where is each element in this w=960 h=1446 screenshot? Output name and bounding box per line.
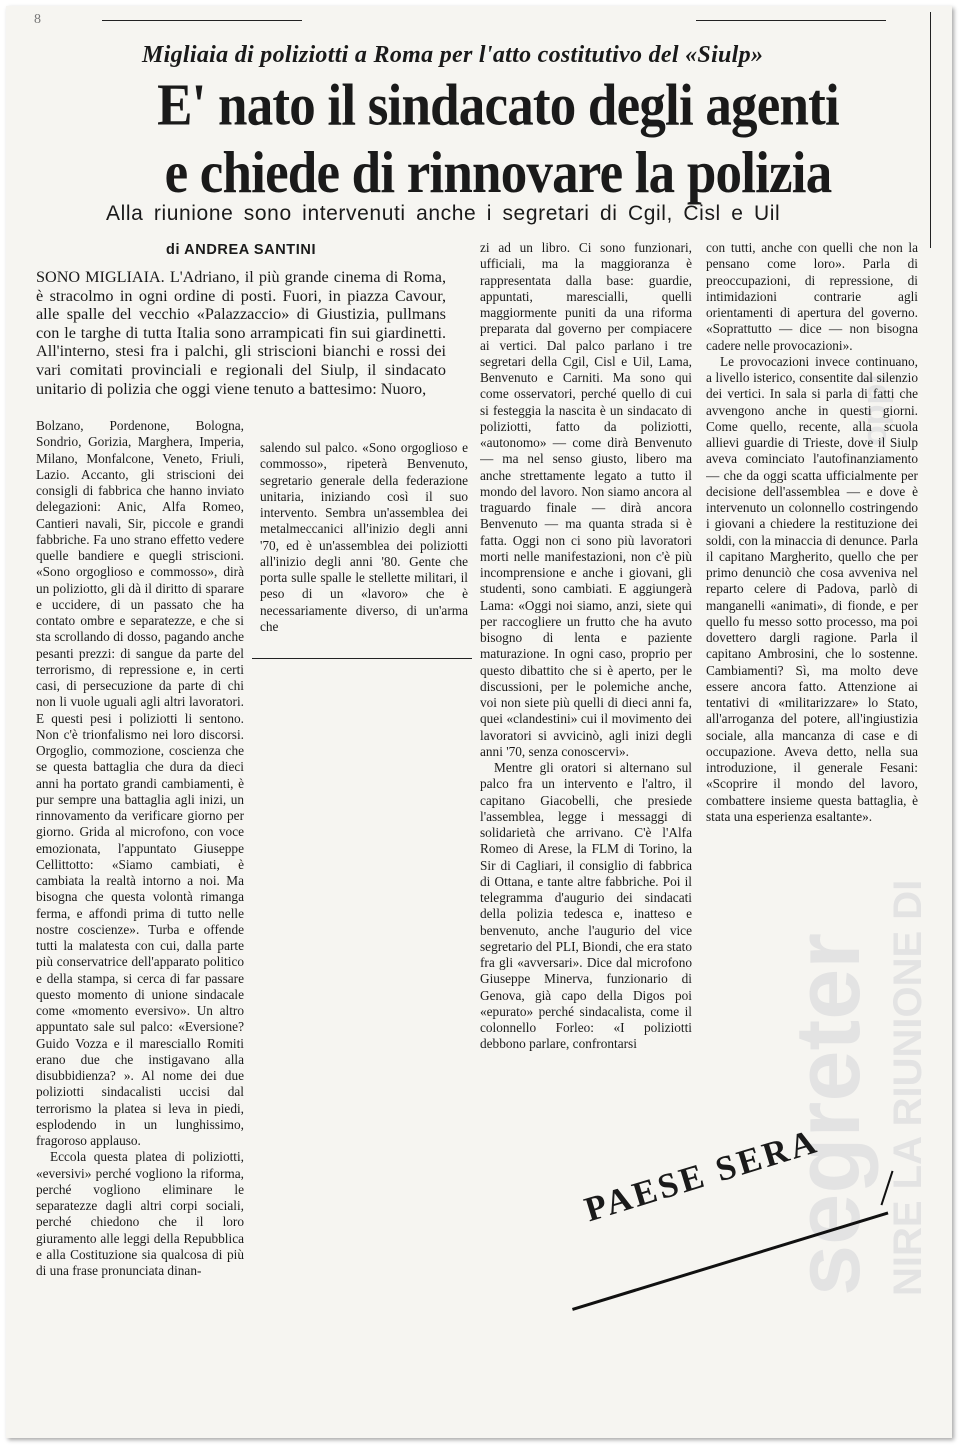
page-mark: 8 — [34, 12, 41, 27]
top-rule-left — [102, 20, 302, 21]
bleed-through-text-3: oppi — [856, 374, 894, 446]
kicker: Migliaia di poliziotti a Roma per l'atto costitutivo del «Siulp» — [142, 42, 764, 68]
column-2-end-rule — [252, 658, 472, 659]
frame-right-rule — [930, 12, 931, 248]
publication-stamp: PAESE SERA — [580, 1121, 824, 1230]
column-1-para-2: Eccola questa platea di poliziotti, «eversivi» perché vogliono la riforma, perché vogliono eliminare le separatezze dagli altri corpi sociali, perché chiedono che il loro giuramento alle leggi della Repubblica e alla Costituzione sia qualcosa di più di una frase pronunciata dinan- — [36, 1149, 244, 1278]
column-3 — [480, 240, 692, 1158]
top-rule-right — [696, 20, 886, 21]
column-1-para-1: Bolzano, Pordenone, Bologna, Sondrio, Gorizia, Marghera, Imperia, Milano, Monfalcone, Veneto, Friuli, Lazio. Accanto, gli striscioni dei consigli di fabbrica che hanno inviato delegazioni: Anic, Alfa Romeo, Cantieri navali, Sir, piccole e grandi fabbriche. Fa uno strano effetto vedere quelle bandiere e quegli striscioni. «Sono orgoglioso e commosso», dirà un poliziotto, gli dà il diritto di sparare e uccidere, di un passato che ha contato ombre e separatezze, e che si sta scrollando di dosso, pagando anche pesanti prezzi: di sangue da parte del terrorismo, di repressione e, in certi casi, di persecuzione da parte di chi non li vuole uguali agli altri lavoratori. E questi pesi i poliziotti li sentono. Non c'è trionfalismo nei loro discorsi. Orgoglio, commozione, coscienza che se questa battaglia che dura da dieci anni ha portato grandi cambiamenti, è pur sempre una battaglia agli inizi, un rinnovamento da verificare giorno per giorno. Grida al microfono, con voce emozionata, l'appuntato Giuseppe Cellittotto: «Siamo cambiati, è cambiata la realtà intorno a noi. Ma bisogna che questa volontà rimanga ferma, e affondi prima di tutto nelle nostre coscienze». Turba e offende tutti la malatesta con cui, dalla parte più conservatrice dell'apparato politico e della stampa, si cerca di far passare questo momento di unione sindacale come «momento eversivo». Un altro appuntato sale sul palco: «Eversione? Guido Vozza e il maresciallo Romiti erano due che instigavano alla disubbidienza? ». Al nome dei due poliziotti sindacalisti uccisi dal terrorismo la platea si leva in piedi, esplodendo in un lunghissimo, fragoroso applauso. — [36, 418, 244, 1148]
newspaper-clipping — [6, 6, 952, 1438]
column-4-para-2: Le provocazioni invece continuano, a livello isterico, consentite dal silenzio dei vertici. In sala si parla di fatti che avvengono anche in questi giorni. Come quello, recente, alla scuola allievi guardie di Trieste, dove il Siulp aveva cominciato l'autofinanziamento — che da oggi scatta ufficialmente per decisione dell'assemblea — e dove è intervenuto un colonnello costringendo i giovani a chiedere la restituzione dei soldi, con la minaccia di denunce. Parla il capitano Margherito, quello che per primo denunciò che cosa avveniva nel reparto celere di Padova, parlò di manganelli «animati», di fionde, e per quello fu messo sotto processo, ma poi dovettero dargli ragione. Parla il capitano Ambrosini, che lo sostenne. Cambiamenti? Sì, ma molto deve essere ancora fatto. Attenzione ai tentativi di «militarizzare» lo Stato, all'arroganza del potere, all'ingiustizia sociale, alla mancanza di case e di occupazione. Aveva detto, nella sua introduzione, il generale Fesani: «Scoprire il mondo del lavoro, combattere insieme questa battaglia, è stata una esperienza esaltante». — [706, 353, 918, 824]
lead-paragraph — [36, 268, 446, 416]
column-1 — [36, 418, 244, 1428]
bleed-through-text-2: NIRE LA RIUNIONE DI — [886, 879, 930, 1296]
bleed-through-text: segreter — [777, 932, 879, 1296]
column-4 — [706, 240, 918, 930]
column-4-para-1: con tutti, anche con quelli che non la pensano come loro». Parla di preoccupazioni, di repressione, di intimidazioni contrarie agli orientamenti di apertura del governo. «Soprattutto — dice — non bisogna cadere nelle provocazioni». — [706, 240, 918, 353]
column-2 — [260, 440, 468, 652]
column-3-para-1: zi ad un libro. Ci sono funzionari, ufficiali, ma la maggioranza è rappresentata dalla base: guardie, appuntati, marescialli, quelli maggiormente puniti da una riforma preparata dal governo per compiacere ai vertici. Dal palco parlano i tre segretari della Cgil, Cisl e Uil, Lama, Benvenuto e Carniti. Ma sono qui come osservatori, perché quello di cui si festeggia la nascita è un sindacato di poliziotti, fatto da poliziotti, «autonomo» — come dirà Benvenuto — ma nel senso giusto, libero ma anche strettamente legato a tutto il mondo del lavoro. Non siamo ancora al traguardo finale — dirà ancora Benvenuto — ma quanta strada si è fatta. Oggi non ci sono più lavoratori morti nelle manifestazioni, non c'è più incomprensione e anche i giovani, gli studenti, sono cambiati. E aggiungerà Lama: «Oggi noi siamo, anzi, siete qui per raccogliere un frutto che ha avuto bisogno di lenta e paziente maturazione. In ogni caso, proprio per questo dibattito che si è aperto, per le discussioni, per le polemiche anche, voi non siete più quelli di dieci anni fa, quei «clandestini» cui il movimento dei lavoratori si avvicinò, agli inizi degli anni '70, senza conoscervi». — [480, 240, 692, 759]
lead-text: SONO MIGLIAIA. L'Adriano, il più grande cinema di Roma, è stracolmo in ogni ordine di posti. Fuori, in piazza Cavour, alle spalle del vecchio «Palazzaccio» di Giustizia, pullmans con le targhe di tutta Italia sono arrampicati fin sui giardinetti. All'interno, stesi fra i palchi, gli striscioni bianchi e rossi dei vari comitati provinciali e regionali del Siulp, il sindacato unitario di polizia che oggi viene tenuto a battesimo: Nuoro, — [36, 268, 446, 398]
byline: di ANDREA SANTINI — [166, 242, 317, 258]
column-3-para-2: Mentre gli oratori si alternano sul palco fra un intervento e l'altro, il capitano Giacobelli, che presiede l'assemblea, legge i messaggi di solidarietà che arrivano. C'è l'Alfa Romeo di Arese, la FLM di Torino, la Sir di Cagliari, il consiglio di fabbrica di Ottana, e tante altre fabbriche. Poi il telegramma d'augurio dei sindacati della polizia tedesca e, inatteso e benvenuto, anche l'augurio del vice segretario del PLI, Biondi, che era stato fra gli «avversari». Dice dal microfono Giuseppe Minerva, funzionario di Genova, già capo della Digos poi «epurato» perché sindacalista, come il colonnello Forleo: «I poliziotti debbono parlare, confrontarsi — [480, 760, 692, 1052]
headline-line-2: e chiede di rinnovare la polizia — [164, 140, 832, 206]
headline — [98, 72, 898, 206]
subheadline: Alla riunione sono intervenuti anche i segretari di Cgil, Cisl e Uil — [106, 202, 781, 225]
column-2-para-1: salendo sul palco. «Sono orgoglioso e commosso», ripeterà Benvenuto, segretario generale della federazione unitaria, iniziando così il suo intervento. Sembra un'assemblea dei metalmeccanici all'inizio degli anni '70, ed è un'assemblea dei poliziotti all'inizio degli anni '80. Gente che porta sulle spalle le stellette militari, il peso di un «lavoro» che è necessariamente diverso, di un'arma che — [260, 440, 468, 634]
headline-line-1: E' nato il sindacato degli agenti — [157, 73, 839, 139]
